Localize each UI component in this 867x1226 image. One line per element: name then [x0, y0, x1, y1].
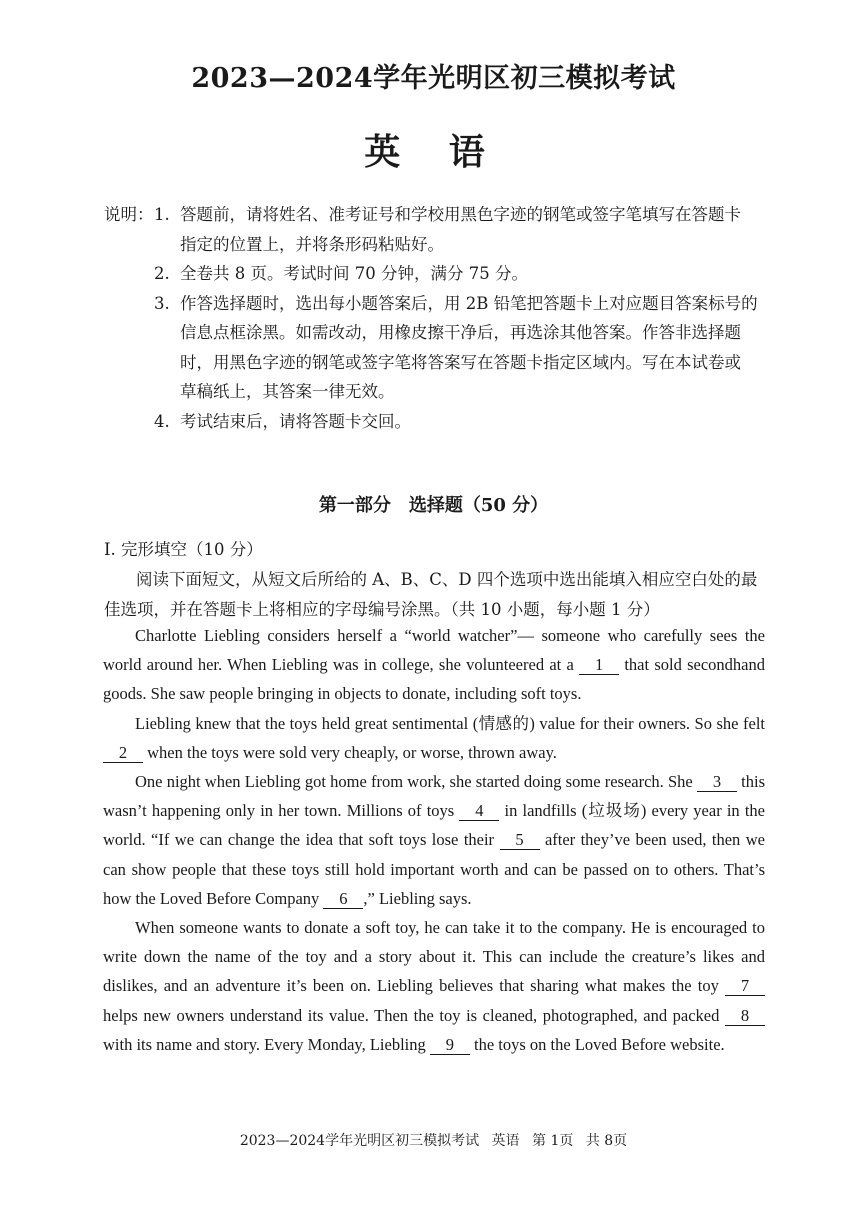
note-item-3: [104, 289, 774, 319]
note-line: 草稿纸上，其答案一律无效。: [180, 382, 395, 401]
blank-5: 5: [500, 831, 540, 850]
part-heading: I. 完形填空（10 分）: [104, 540, 263, 559]
exam-title: 2023—2024学年光明区初三模拟考试: [191, 63, 676, 94]
passage-text: the toys on the Loved Before website.: [469, 1034, 725, 1054]
passage-text: ,” Liebling says.: [363, 888, 472, 908]
footer-page-number: 第 1页: [532, 1133, 574, 1149]
note-line: 时，用黑色字迹的钢笔或签字笔将答案写在答题卡指定区域内。写在本试卷或: [180, 352, 741, 372]
note-item-2: [104, 259, 774, 289]
passage-text: When someone wants to donate a soft toy, he can take it to the company. He is encouraged to write down the name of the toy and a story about it. This can include the creature’s likes and dislikes, and an adventure it’s been on. Liebling believes that sharing what makes the toy: [103, 918, 765, 996]
blank-7: 7: [725, 977, 765, 996]
passage-text: with its name and story. Every Monday, Liebling: [103, 1034, 430, 1054]
note-number: 1.: [154, 205, 170, 224]
footer-exam: 2023—2024学年光明区初三模拟考试: [239, 1133, 480, 1149]
note-item-1-cont: [104, 230, 774, 260]
blank-8: 8: [725, 1007, 765, 1026]
blank-6: 6: [323, 890, 363, 909]
note-item-3-cont: [104, 318, 774, 348]
note-number: 4.: [154, 411, 170, 431]
note-item-4: [104, 407, 774, 437]
footer-subject: 英语: [491, 1133, 520, 1149]
part-instruction: 阅读下面短文，从短文后所给的 A、B、C、D 四个选项中选出能填入相应空白处的最佳选项，并在答题卡上将相应的字母编号涂黑。（共 10 小题，每小题 1 分）: [104, 570, 758, 619]
blank-2: 2: [103, 744, 143, 763]
note-number: 3.: [154, 293, 170, 313]
note-item-3-cont: [104, 348, 774, 378]
note-line: 考试结束后，请将答题卡交回。: [180, 411, 411, 431]
subject-title: 英 语: [364, 131, 503, 173]
passage-text: Liebling knew that the toys held great sentimental (情感的) value for their owners. So she felt: [135, 713, 765, 733]
notes-lead: 说明：: [104, 205, 154, 224]
note-number: 2.: [154, 264, 170, 283]
passage-paragraph-3: [103, 767, 765, 913]
passage-paragraph-4: [103, 913, 765, 1059]
passage-text: in landfills (垃圾场) every year in the world. “If we can change the idea that soft toys lose their: [103, 801, 765, 850]
passage-text: Charlotte Liebling considers herself a “world watcher”— someone who carefully sees the world around her. When Liebling was in college, she volunteered at a: [103, 626, 765, 675]
passage-paragraph-1: [103, 621, 765, 709]
note-line: 答题前，请将姓名、准考证号和学校用黑色字迹的钢笔或签字笔填写在答题卡: [180, 205, 741, 224]
note-line: 指定的位置上，并将条形码粘贴好。: [180, 234, 444, 254]
blank-4: 4: [459, 802, 499, 821]
blank-9: 9: [430, 1036, 470, 1055]
note-line: 信息点框涂黑。如需改动，用橡皮擦干净后，再选涂其他答案。作答非选择题: [180, 323, 741, 342]
note-line: 全卷共 8 页。考试时间 70 分钟，满分 75 分。: [180, 264, 528, 283]
instructions-notes: [104, 200, 774, 436]
note-item-1: [104, 200, 774, 230]
blank-3: 3: [697, 773, 737, 792]
passage-text: helps new owners understand its value. Then the toy is cleaned, photographed, and packed: [103, 1005, 725, 1025]
passage-text: this wasn’t happening only in her town. Millions of toys: [103, 772, 765, 821]
blank-1: 1: [579, 656, 619, 675]
passage-text: when the toys were sold very cheaply, or worse, thrown away.: [143, 742, 557, 762]
passage-paragraph-2: [103, 709, 765, 767]
section-title: 第一部分 选择题（50 分）: [318, 495, 549, 516]
passage-text: after they’ve been used, then we can show people that these toys still hold important worth and can be passed on to others. That’s how the Loved Before Company: [103, 830, 765, 908]
page-footer: [0, 1130, 867, 1150]
cloze-passage: [103, 621, 765, 1059]
footer-total-pages: 共 8页: [585, 1133, 628, 1149]
note-item-3-cont: [104, 377, 774, 407]
passage-text: One night when Liebling got home from work, she started doing some research. She: [135, 772, 697, 792]
note-line: 作答选择题时，选出每小题答案后，用 2B 铅笔把答题卡上对应题目答案标号的: [180, 293, 758, 313]
passage-text: that sold secondhand goods. She saw people bringing in objects to donate, including soft toys.: [103, 655, 766, 704]
